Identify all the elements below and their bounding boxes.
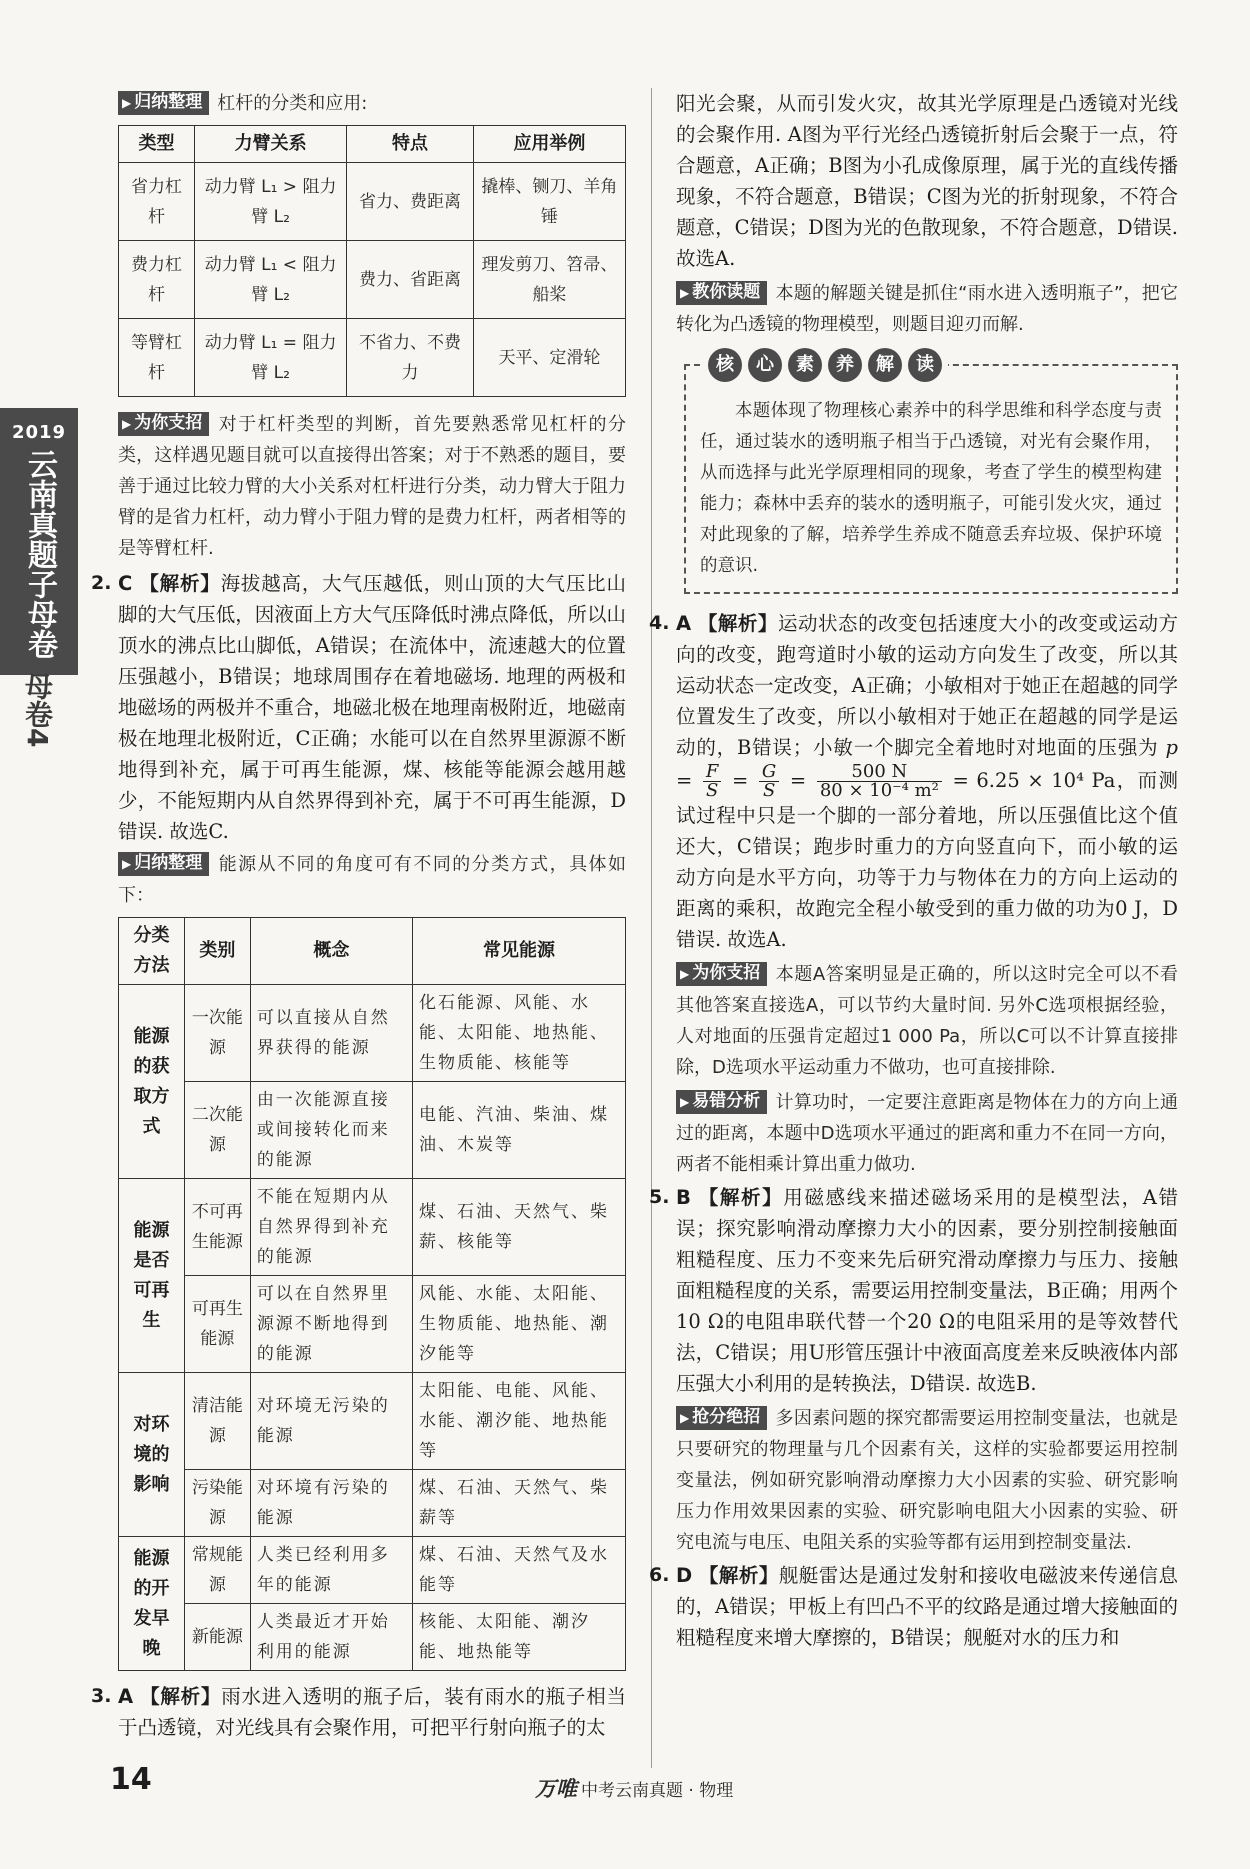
- energy-method: 能源是否可再生: [119, 1179, 185, 1373]
- tip-note-2: [676, 959, 1178, 1083]
- tip-text-1: 对于杠杆类型的判断，首先要熟悉常见杠杆的分类，这样遇见题目就可以直接得出答案；对于不熟悉的题目，要善于通过比较力臂的大小关系对杠杆进行分类，动力臂大于阻力臂的是省力杠杆，动力臂小于阻力臂的是费力杠杆，两者相等的是等臂杠杆.: [118, 414, 626, 559]
- question-analysis: 海拔越高，大气压越低，则山顶的大气压比山脚的大气压低，因液面上方大气压降低时沸点降低，所以山顶水的沸点比山脚低，A错误；在流体中，流速越大的位置压强越小，B错误；地球周围存在着地磁场. 地理的两极和地磁场的两极并不重合，地磁北极在地理南极附近，地磁南极在地理北极附近，C正确；水能可以在自然界里源源不断地得到补充，属于可再生能源，煤、核能等能源会越用越少，不能短期内从自然界得到补充，属于不可再生能源，D错误. 故选C.: [118, 572, 626, 843]
- teach-tag: ▶ 教你读题: [676, 281, 767, 305]
- induce-text-1: 杠杆的分类和应用:: [217, 93, 368, 114]
- energy-concept: 不能在短期内从自然界得到补充的能源: [250, 1179, 412, 1276]
- question-5: [649, 1182, 1178, 1399]
- lever-cell: 撬棒、铡刀、羊角锤: [473, 163, 625, 241]
- energy-cat: 二次能源: [184, 1082, 250, 1179]
- question-answer: A: [676, 612, 692, 635]
- energy-row: [119, 1179, 626, 1276]
- energy-row: [119, 1604, 626, 1671]
- energy-cat: 污染能源: [184, 1470, 250, 1537]
- lever-cell: 等臂杠杆: [119, 319, 195, 397]
- energy-method: 能源的开发早晚: [119, 1537, 185, 1671]
- lever-table: [118, 125, 626, 397]
- energy-method: 能源的获取方式: [119, 985, 185, 1179]
- energy-concept: 可以直接从自然界获得的能源: [250, 985, 412, 1082]
- energy-concept: 对环境有污染的能源: [250, 1470, 412, 1537]
- question-answer: D: [676, 1564, 693, 1587]
- teach-note: [676, 278, 1178, 340]
- lever-row: [119, 163, 626, 241]
- lever-row: [119, 319, 626, 397]
- energy-table-header: [119, 918, 626, 985]
- question-6: [649, 1560, 1178, 1653]
- energy-examples: 煤、石油、天然气及水能等: [413, 1537, 626, 1604]
- grab-text: 多因素问题的探究都需要运用控制变量法，也就是只要研究的物理量与几个因素有关，这样的实验都要运用控制变量法，例如研究影响滑动摩擦力大小因素的实验、研究影响压力作用效果因素的实验、研究影响电阻大小因素的实验、研究电流与电压、电阻关系的实验等都有运用到控制变量法.: [676, 1408, 1178, 1553]
- induce-tag-2: ▶ 归纳整理: [118, 852, 209, 876]
- lever-row: [119, 241, 626, 319]
- frac-num: G: [759, 763, 779, 782]
- lever-cell: 费力杠杆: [119, 241, 195, 319]
- induce-note-1: [118, 88, 626, 119]
- brand-logo: 万唯: [535, 1777, 577, 1801]
- fraction-g-s: [759, 763, 779, 800]
- core-char: 核: [708, 348, 742, 382]
- analysis-label: 【解析】: [139, 572, 221, 595]
- fraction-f-s: [703, 763, 722, 800]
- energy-cat: 可再生能源: [184, 1276, 250, 1373]
- analysis-label: 【解析】: [698, 1186, 784, 1209]
- energy-examples: 煤、石油、天然气、柴薪等: [413, 1470, 626, 1537]
- right-column: [649, 88, 1178, 1653]
- energy-cat: 不可再生能源: [184, 1179, 250, 1276]
- energy-th: 常见能源: [413, 918, 626, 985]
- energy-examples: 煤、石油、天然气、柴薪、核能等: [413, 1179, 626, 1276]
- energy-cat: 清洁能源: [184, 1373, 250, 1470]
- question-analysis: 用磁感线来描述磁场采用的是模型法，A错误；探究影响滑动摩擦力大小的因素，要分别控制接触面粗糙程度、压力不变来先后研究滑动摩擦力与压力、接触面粗糙程度的关系，需要运用控制变量法，B正确；用两个10 Ω的电阻串联代替一个20 Ω的电阻采用的是等效替代法，C错误；用U形管压强计中液面高度差来反映液体内部压强大小利用的是转换法，D错误. 故选B.: [676, 1186, 1178, 1395]
- question-analysis-cont: ，而测试过程中只是一个脚的一部分着地，所以压强值比这个值还大，C错误；跑步时重力的方向竖直向下，而小敏的运动方向是水平方向，功等于力与物体在力的方向上运动的距离的乘积，故跑完全程小敏受到的重力做的功为0 J，D错误. 故选A.: [676, 769, 1178, 951]
- tip-tag-2: ▶ 为你支招: [676, 962, 767, 986]
- energy-concept: 由一次能源直接或间接转化而来的能源: [250, 1082, 412, 1179]
- lever-th: 类型: [119, 126, 195, 163]
- induce-text-2: 能源从不同的角度可有不同的分类方式，具体如下：: [118, 854, 626, 906]
- error-note: [676, 1087, 1178, 1180]
- lever-cell: 动力臂 L₁ > 阻力臂 L₂: [195, 163, 347, 241]
- energy-row: [119, 1537, 626, 1604]
- grab-note: [676, 1403, 1178, 1558]
- lever-cell: 不省力、不费力: [347, 319, 474, 397]
- core-char: 素: [788, 348, 822, 382]
- analysis-label: 【解析】: [698, 1564, 779, 1587]
- question-analysis: 舰艇雷达是通过发射和接收电磁波来传递信息的，A错误；甲板上有凹凸不平的纹路是通过增大接触面的粗糙程度来增大摩擦的，B错误；舰艇对水的压力和: [676, 1564, 1178, 1649]
- energy-th: 概念: [250, 918, 412, 985]
- question-analysis: 运动状态的改变包括速度大小的改变或运动方向的改变，跑弯道时小敏的运动方向发生了改变，所以其运动状态一定改变，A正确；小敏相对于她正在超越的同学位置发生了改变，所以小敏相对于她正在超越的同学是运动的，B错误；小敏一个脚完全着地时对地面的压强为: [676, 612, 1178, 759]
- energy-method: 对环境的影响: [119, 1373, 185, 1537]
- energy-th: 类别: [184, 918, 250, 985]
- core-literacy-text: 本题体现了物理核心素养中的科学思维和科学态度与责任，通过装水的透明瓶子相当于凸透镜，对光有会聚作用，从而选择与此光学原理相同的现象，考查了学生的模型构建能力；森林中丢弃的装水的透明瓶子，可能引发火灾，通过对此现象的了解，培养学生养成不随意丢弃垃圾、保护环境的意识.: [700, 401, 1162, 576]
- left-column: [91, 88, 626, 1743]
- energy-table: [118, 917, 626, 1671]
- energy-th: 分类方法: [119, 918, 185, 985]
- energy-row: [119, 985, 626, 1082]
- induce-note-2: [118, 849, 626, 911]
- side-subtitle: 母卷4: [21, 672, 54, 748]
- core-literacy-box: [684, 354, 1178, 594]
- energy-examples: 化石能源、风能、水能、太阳能、地热能、生物质能、核能等: [413, 985, 626, 1082]
- lever-cell: 理发剪刀、笤帚、船桨: [473, 241, 625, 319]
- energy-concept: 人类已经利用多年的能源: [250, 1537, 412, 1604]
- energy-row: [119, 1373, 626, 1470]
- grab-tag: ▶ 抢分绝招: [676, 1406, 767, 1430]
- energy-row: [119, 1470, 626, 1537]
- core-char: 解: [868, 348, 902, 382]
- question-answer: B: [676, 1186, 691, 1209]
- side-tab: [0, 408, 78, 675]
- question-number: 6.: [649, 1564, 670, 1586]
- footer-book-title: 中考云南真题 · 物理: [581, 1781, 734, 1801]
- formula-eq: =: [789, 769, 807, 792]
- lever-th: 应用举例: [473, 126, 625, 163]
- core-char: 养: [828, 348, 862, 382]
- energy-examples: 太阳能、电能、风能、水能、潮汐能、地热能等: [413, 1373, 626, 1470]
- question-4: [649, 608, 1178, 955]
- frac-num: 500 N: [817, 763, 942, 782]
- column-divider: [651, 88, 652, 1768]
- energy-cat: 一次能源: [184, 985, 250, 1082]
- formula-p: p =: [676, 736, 1178, 792]
- induce-tag-1: ▶ 归纳整理: [118, 91, 209, 115]
- tip-text-2: 本题A答案明显是正确的，所以这时完全可以不看其他答案直接选A，可以节约大量时间. 另外C选项根据经验，人对地面的压强肯定超过1 000 Pa，所以C可以不计算直接排除，D选项水平运动重力不做功，也可直接排除.: [676, 964, 1178, 1078]
- energy-cat: 常规能源: [184, 1537, 250, 1604]
- question-answer: C: [118, 572, 133, 595]
- energy-examples: 核能、太阳能、潮汐能、地热能等: [413, 1604, 626, 1671]
- frac-num: F: [703, 763, 722, 782]
- page-number: 14: [110, 1762, 152, 1797]
- question-answer: A: [118, 1685, 134, 1708]
- question-number: 5.: [649, 1186, 670, 1208]
- core-char: 心: [748, 348, 782, 382]
- core-literacy-title: [702, 348, 948, 382]
- fraction-values: [817, 763, 942, 800]
- lever-cell: 动力臂 L₁ = 阻力臂 L₂: [195, 319, 347, 397]
- question-number: 4.: [649, 612, 670, 634]
- lever-cell: 费力、省距离: [347, 241, 474, 319]
- energy-concept: 可以在自然界里源源不断地得到的能源: [250, 1276, 412, 1373]
- frac-den: S: [706, 780, 719, 801]
- lever-cell: 省力、费距离: [347, 163, 474, 241]
- energy-concept: 人类最近才开始利用的能源: [250, 1604, 412, 1671]
- energy-concept: 对环境无污染的能源: [250, 1373, 412, 1470]
- side-year: 2019: [11, 422, 67, 443]
- question-number: 3.: [91, 1685, 112, 1707]
- teach-text: 本题的解题关键是抓住“雨水进入透明瓶子”，把它转化为凸透镜的物理模型，则题目迎刃而解.: [676, 283, 1178, 335]
- formula-result: = 6.25 × 10⁴ Pa: [952, 769, 1116, 792]
- frac-den: S: [762, 780, 776, 801]
- energy-row: [119, 1276, 626, 1373]
- question-analysis: 雨水进入透明的瓶子后，装有雨水的瓶子相当于凸透镜，对光线具有会聚作用，可把平行射向瓶子的太: [118, 1685, 626, 1739]
- lever-cell: 天平、定滑轮: [473, 319, 625, 397]
- frac-den: 80 × 10⁻⁴ m²: [819, 780, 939, 801]
- question-number: 2.: [91, 572, 112, 594]
- energy-cat: 新能源: [184, 1604, 250, 1671]
- tip-note-1: [118, 409, 626, 564]
- energy-examples: 风能、水能、太阳能、生物质能、地热能、潮汐能等: [413, 1276, 626, 1373]
- formula-eq: =: [732, 769, 749, 792]
- tip-tag-1: ▶ 为你支招: [118, 412, 209, 436]
- analysis-label: 【解析】: [140, 1685, 222, 1708]
- lever-cell: 动力臂 L₁ < 阻力臂 L₂: [195, 241, 347, 319]
- error-tag: ▶ 易错分析: [676, 1090, 767, 1114]
- side-title: 云南真题子母卷: [22, 449, 57, 659]
- question-3-continued: 阳光会聚，从而引发火灾，故其光学原理是凸透镜对光线的会聚作用. A图为平行光经凸透镜折射后会聚于一点，符合题意，A正确；B图为小孔成像原理，属于光的直线传播现象，不符合题意，B错误；C图为光的折射现象，不符合题意，C错误；D图为光的色散现象，不符合题意，D错误. 故选A.: [676, 92, 1178, 270]
- core-char: 读: [908, 348, 942, 382]
- footer-title: [535, 1773, 733, 1803]
- question-2: [91, 568, 626, 847]
- analysis-label: 【解析】: [697, 612, 778, 635]
- error-text: 计算功时，一定要注意距离是物体在力的方向上通过的距离，本题中D选项水平通过的距离和重力不在同一方向，两者不能相乘计算出重力做功.: [676, 1092, 1178, 1175]
- lever-cell: 省力杠杆: [119, 163, 195, 241]
- question-3: [91, 1681, 626, 1743]
- energy-examples: 电能、汽油、柴油、煤油、木炭等: [413, 1082, 626, 1179]
- lever-table-header: [119, 126, 626, 163]
- lever-th: 力臂关系: [195, 126, 347, 163]
- energy-row: [119, 1082, 626, 1179]
- lever-th: 特点: [347, 126, 474, 163]
